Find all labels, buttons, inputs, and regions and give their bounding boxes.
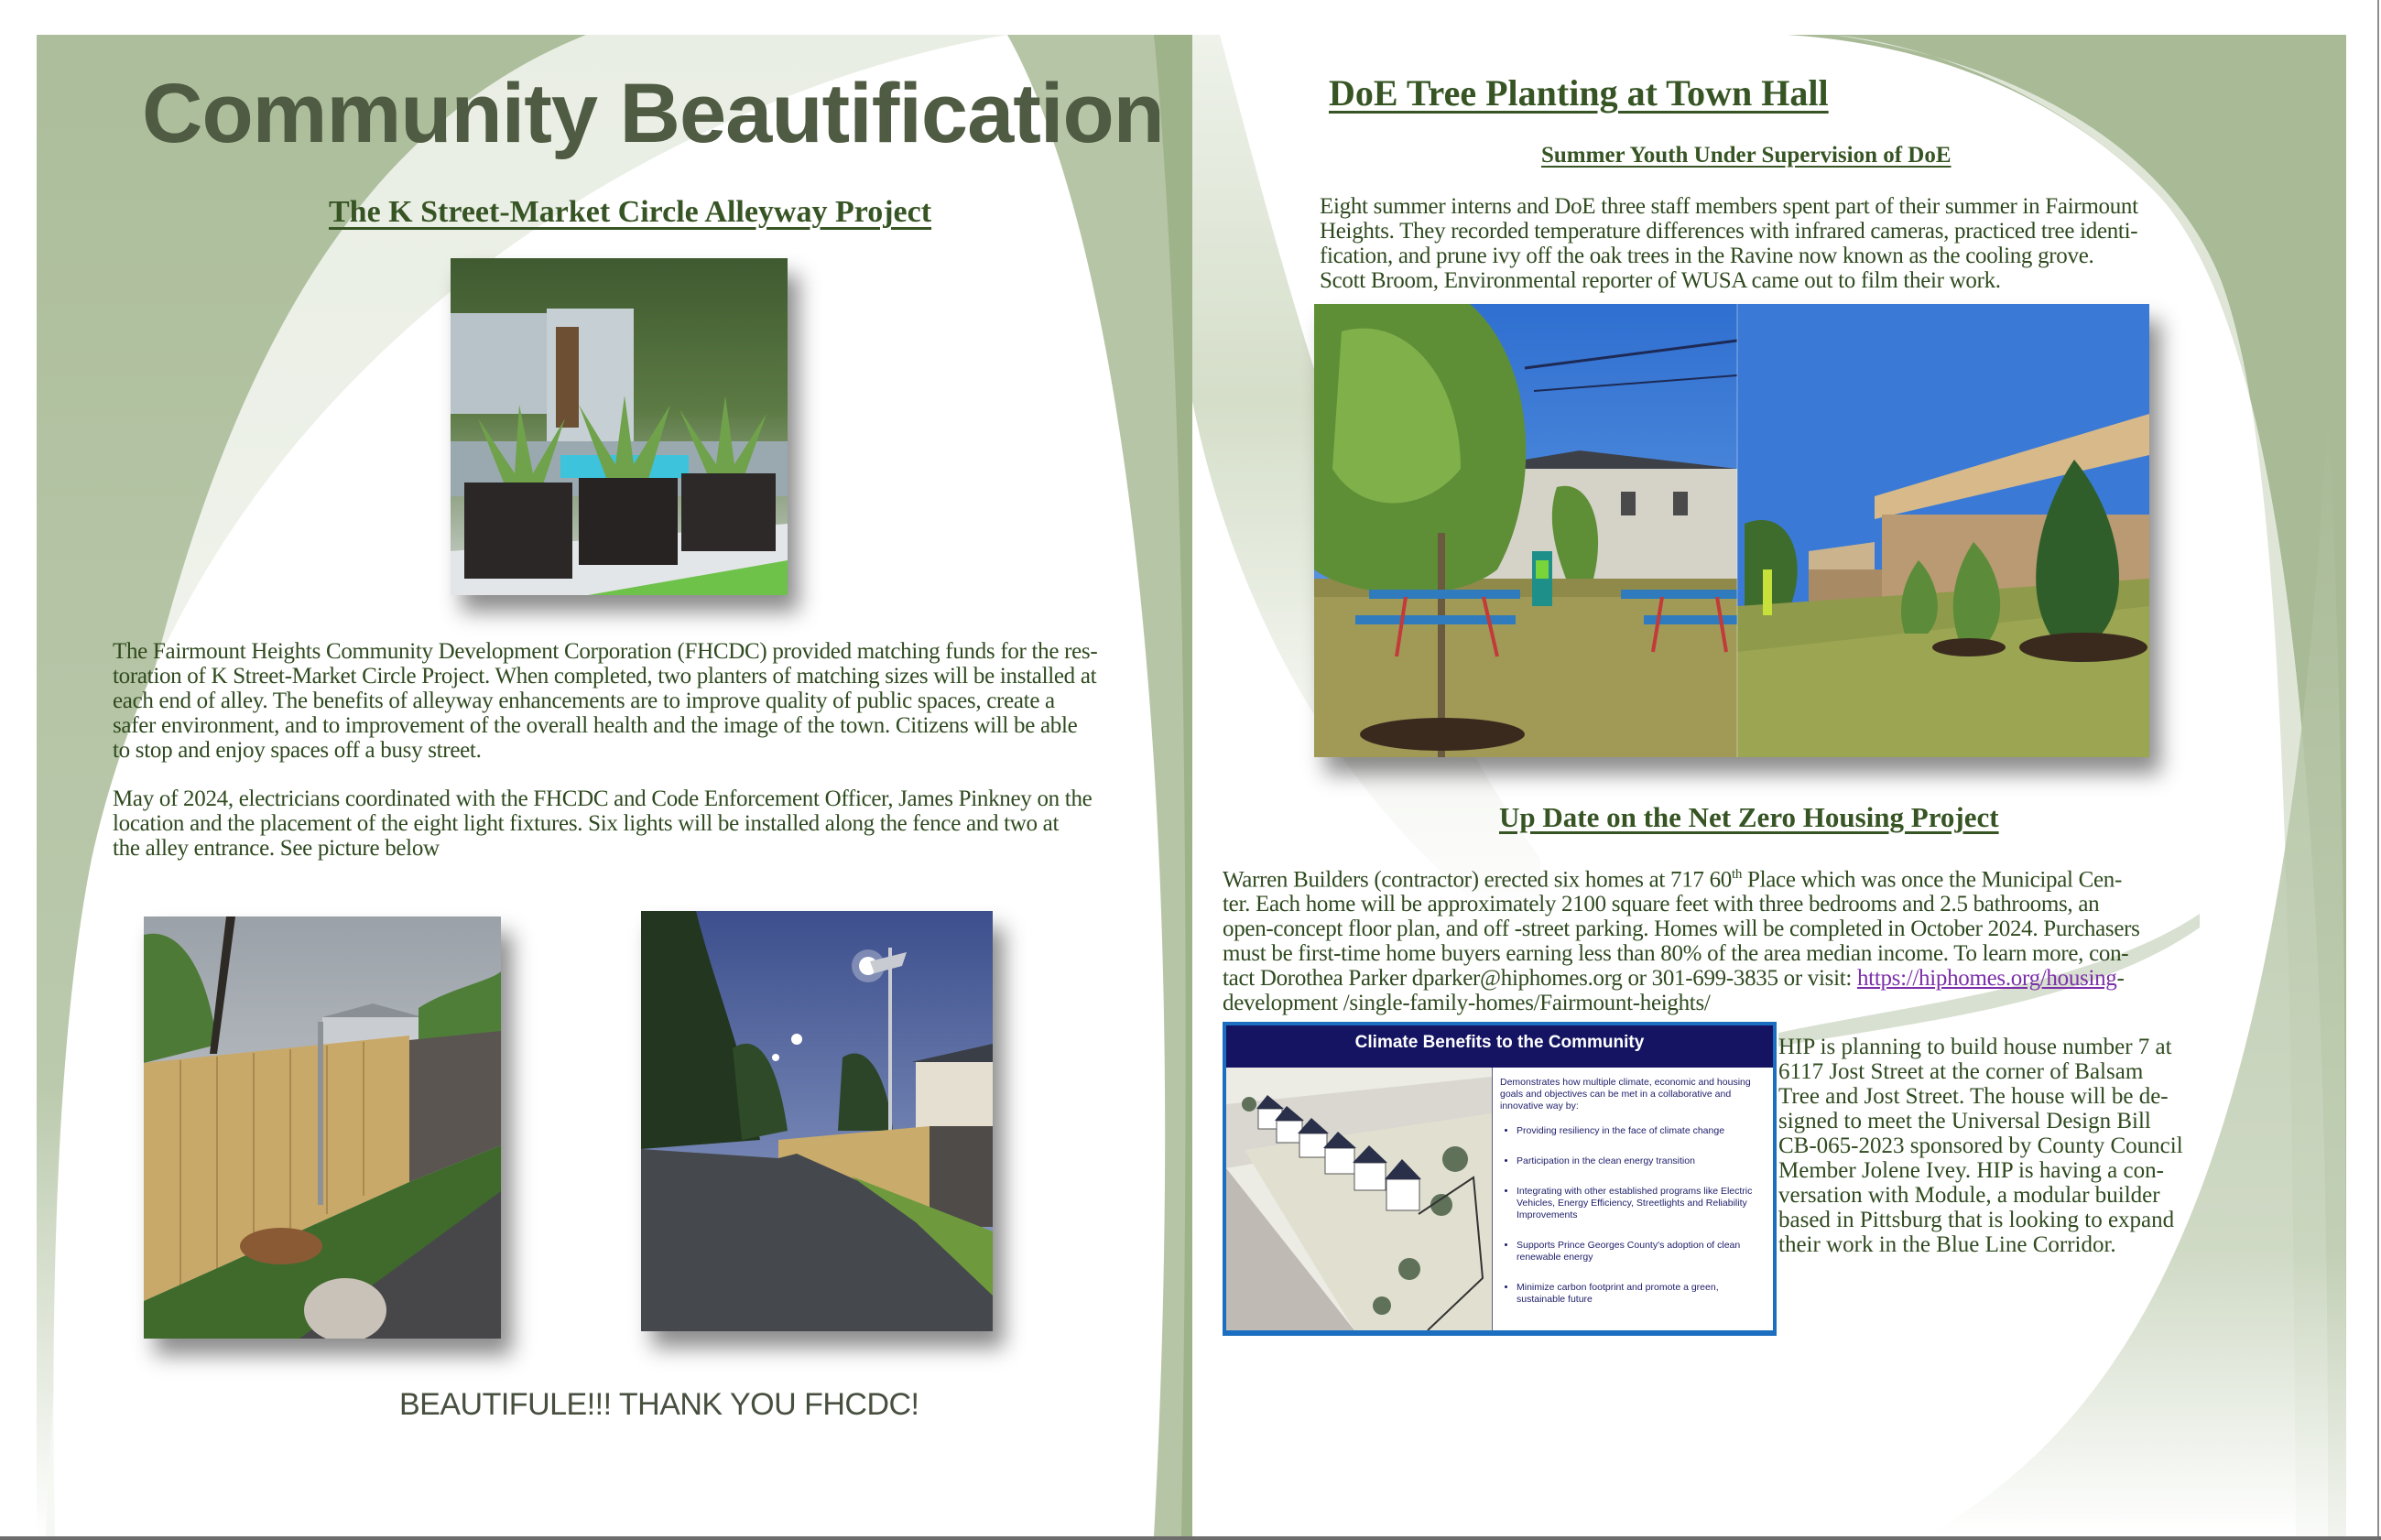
climate-benefits-card (1223, 1022, 1777, 1336)
text-line: based in Pittsburg that is looking to expand (1778, 1208, 2175, 1232)
bottom-border (0, 1536, 2381, 1540)
text-line: location and the placement of the eight light fixtures. Six lights will be installed along the fence and two at (113, 811, 1060, 836)
net-zero-paragraph (1223, 862, 2212, 1015)
text-line: 6117 Jost Street at the corner of Balsam (1778, 1059, 2144, 1084)
planters-image (451, 258, 788, 595)
housing-rendering-image (1226, 1068, 1493, 1330)
text-line: Member Jolene Ivey. HIP is having a con- (1778, 1158, 2164, 1183)
thank-you-caption: BEAUTIFULE!!! THANK YOU FHCDC! (399, 1387, 919, 1422)
text-line: versation with Module, a modular builder (1778, 1183, 2160, 1208)
text-line: signed to meet the Universal Design Bill (1778, 1109, 2151, 1133)
superscript-th: th (1731, 867, 1743, 882)
text-line: Heights. They recorded temperature differences with infrared cameras, practiced tree identi- (1320, 219, 2138, 244)
climate-card-title: Climate Benefits to the Community (1226, 1025, 1773, 1068)
tree-planting-heading: DoE Tree Planting at Town Hall (1329, 72, 1829, 114)
text-line: each end of alley. The benefits of alleyway enhancements are to improve quality of public spaces, create a (113, 689, 1055, 713)
summer-youth-subheading: Summer Youth Under Supervision of DoE (1541, 143, 1952, 168)
text-line: May of 2024, electricians coordinated with the FHCDC and Code Enforcement Officer, James Pinkney on the (113, 786, 1093, 811)
text-line: Scott Broom, Environmental reporter of WUSA came out to film their work. (1320, 268, 2001, 293)
alley-daytime-image (144, 916, 501, 1339)
tree-planting-image (1314, 304, 2149, 757)
text-line: must be first-time home buyers earning less than 80% of the area median income. To learn more, con- (1223, 941, 2129, 967)
text-line: safer environment, and to improvement of the overall health and the image of the town. Citizens will be able (113, 713, 1078, 738)
climate-benefits-list (1500, 1125, 1767, 1306)
text-fragment: - (2116, 966, 2125, 992)
climate-benefit-item: • Minimize carbon footprint and promote a green, sustainable future (1517, 1282, 1767, 1306)
alley-lights-evening-photo (641, 911, 993, 1331)
tree-planting-photo (1314, 304, 2149, 757)
hip-house-paragraph (1778, 1035, 2200, 1257)
text-line (1223, 966, 2212, 991)
text-line: ter. Each home will be approximately 2100 square feet with three bedrooms and 2.5 bathrooms, an (1223, 892, 2100, 917)
page-edge-line (2377, 0, 2379, 1540)
text-line (1223, 862, 2212, 892)
climate-benefit-item: • Providing resiliency in the face of climate change (1517, 1125, 1767, 1137)
climate-benefit-item: • Integrating with other established programs like Electric Vehicles, Energy Efficiency, Streetlights and Reliability Improvements (1517, 1186, 1767, 1221)
text-line: the alley entrance. See picture below (113, 836, 440, 861)
alleyway-paragraph-2 (113, 786, 1157, 861)
text-line: to stop and enjoy spaces off a busy street. (113, 738, 482, 763)
climate-benefit-item: • Supports Prince Georges County's adoption of clean renewable energy (1517, 1240, 1767, 1263)
tree-planting-paragraph (1320, 194, 2235, 293)
hiphomes-link[interactable]: https://hiphomes.org/housing (1856, 966, 2117, 992)
text-line: fication, and prune ivy off the oak trees in the Ravine now known as the cooling grove. (1320, 244, 2094, 268)
section-heading-alleyway-project: The K Street-Market Circle Alleyway Project (329, 195, 932, 229)
alley-evening-image (641, 911, 993, 1331)
text-line: Eight summer interns and DoE three staff members spent part of their summer in Fairmount (1320, 194, 2138, 219)
text-line: CB-065-2023 sponsored by County Council (1778, 1133, 2183, 1158)
text-line: their work in the Blue Line Corridor. (1778, 1232, 2116, 1257)
text-line: Tree and Jost Street. The house will be de- (1778, 1084, 2169, 1109)
text-line: The Fairmount Heights Community Development Corporation (FHCDC) provided matching funds for the res- (113, 639, 1098, 664)
climate-card-intro: Demonstrates how multiple climate, economic and housing goals and objectives can be met in a collaborative and innovative way by: (1500, 1077, 1751, 1112)
net-zero-housing-heading: Up Date on the Net Zero Housing Project (1499, 801, 1999, 833)
text-fragment: Warren Builders (contractor) erected six homes at 717 60 (1223, 867, 1732, 893)
planters-photo (451, 258, 788, 595)
text-line: open-concept floor plan, and off -street parking. Homes will be completed in October 2024. Purchasers (1223, 916, 2140, 942)
text-line: toration of K Street-Market Circle Project. When completed, two planters of matching sizes will be installed at (113, 664, 1097, 689)
text-line: development /single-family-homes/Fairmount-heights/ (1223, 991, 1711, 1016)
alley-fence-daytime-photo (144, 916, 501, 1339)
text-line: HIP is planning to build house number 7 at (1778, 1035, 2172, 1059)
text-fragment: Place which was once the Municipal Cen- (1742, 867, 2123, 893)
page-title: Community Beautification (142, 67, 1164, 160)
contact-text: tact Dorothea Parker dparker@hiphomes.org or 301-699-3835 or visit: (1223, 966, 1857, 992)
climate-benefit-item: • Participation in the clean energy transition (1517, 1155, 1767, 1167)
alleyway-paragraph-1 (113, 639, 1157, 763)
